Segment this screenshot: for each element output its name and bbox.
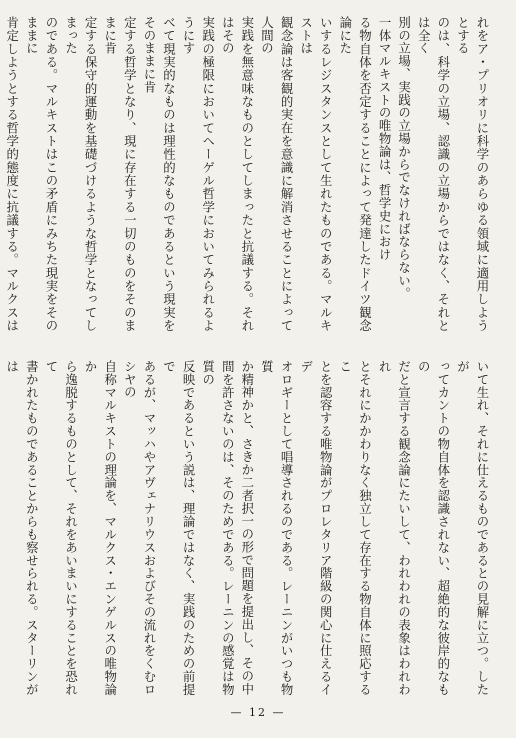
text-column: 肯定しようとする哲学的態度に抗議する。マルクスは: [4, 16, 20, 332]
text-column: 反映であるという説は、理論ではなく、実践のための前提で: [161, 360, 197, 696]
text-column: れをア・プリオリに科学のあらゆる領域に適用しようとする: [455, 16, 490, 332]
text-column: 定する哲学となり、現に存在する一切のものをそのままに肯: [102, 16, 138, 332]
text-column: とそれにかかわりなく独立して存在する物自体に照応するこ: [337, 360, 373, 696]
text-column: とを認容する唯物論がプロレタリア階級の関心に仕えるイデ: [298, 360, 334, 696]
text-column: [0, 360, 2, 696]
text-column: いするレジスタンスとして生れたものである。マルキストは: [298, 16, 334, 332]
upper-text-block: [4, 16, 492, 332]
text-column: 一体マルキストの唯物論は、哲学史におけ: [377, 16, 393, 262]
lower-text-block: [4, 360, 492, 696]
text-column: 実践を無意味なものとしてしまったと抗議する。それはその: [220, 16, 255, 332]
text-column: ってカントの物自体を認識されない、超絶的な彼岸的なもの: [416, 360, 451, 696]
text-column: 定する保守的運動を基礎づけるような哲学となってしまった: [63, 16, 99, 332]
text-column: ら逸脱するものとして、それをあいまいにすることを恐れて: [43, 360, 79, 696]
text-column: のである。マルキストはこの矛盾にみちた現実をそのままに: [24, 16, 59, 332]
text-column: 書かれたものであることからも察せられる。スターリンがは: [4, 360, 40, 696]
text-column: る物自体を否定することによって発達したドイツ観念論にた: [337, 16, 373, 332]
text-column: 別の立場、実践の立場からでなければならない。: [396, 16, 412, 300]
text-column: 観念論は客観的実在を意識に解消させることによって人間の: [259, 16, 295, 332]
text-column: か精神かと、さきか二者択一の形で問題を提出し、その中: [239, 360, 255, 696]
text-column: だと宣言する観念論にたいして、われわれの表象はわれわれ: [377, 360, 412, 696]
text-column: あるが、マッハやアヴェナリウスおよびその流れをくむロシヤの: [122, 360, 157, 696]
text-column: 間を許さないのは、そのためである。レーニンの感覚は物質の: [200, 360, 236, 696]
text-column: 自称マルキストの理論を、マルクス・エンゲルスの唯物論か: [83, 360, 118, 696]
text-column: オロギーとして唱導されるのである。レーニンがいつも物質: [259, 360, 295, 696]
page-number: — 12 —: [230, 706, 286, 719]
text-column: いて生れ、それに仕えるものであるとの見解に立つ。したが: [455, 360, 490, 696]
text-column: べて現実的なものは理性的なものであるという現実をそのままに肯: [141, 16, 177, 332]
text-column: のは、科学の立場、認識の立場からではなく、それとは全く: [416, 16, 451, 332]
text-column: 実践の極限においてヘーゲル哲学においてみられるようにす: [181, 16, 216, 332]
